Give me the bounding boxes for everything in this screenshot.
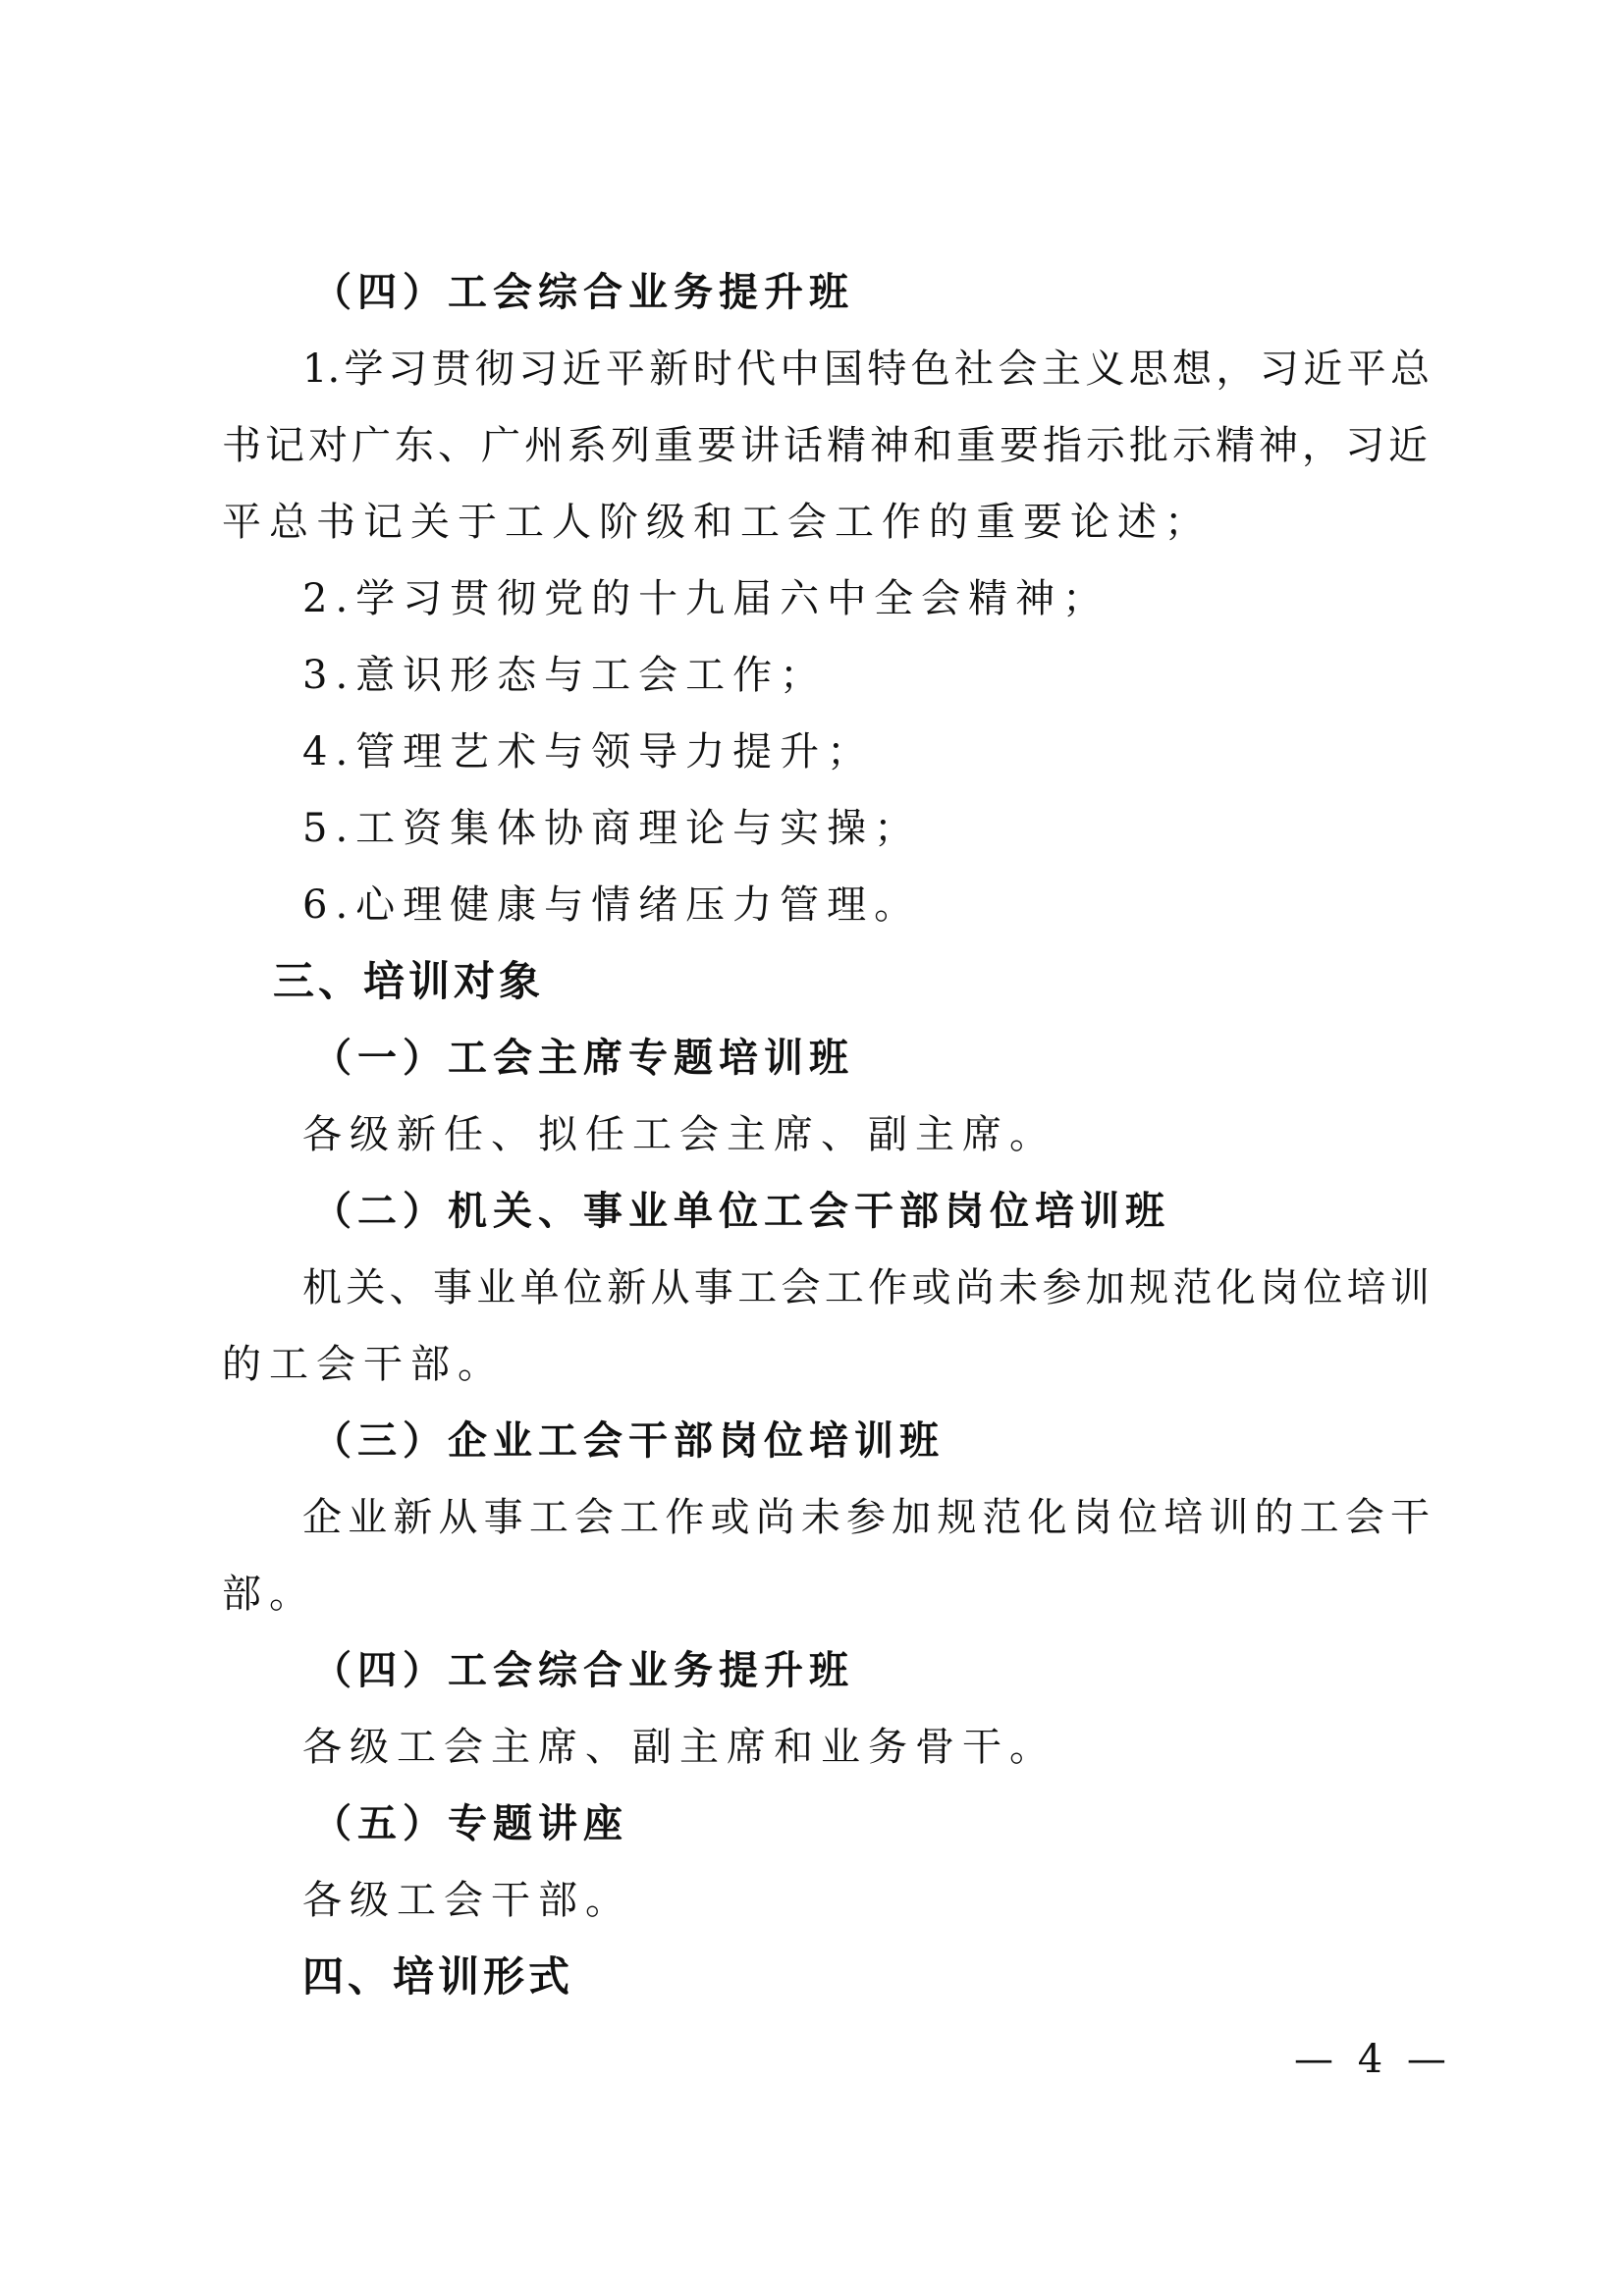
- list-item: 3.意识形态与工会工作；: [302, 653, 828, 698]
- paragraph-line: 部。: [222, 1572, 316, 1617]
- paragraph-line: 1.学习贯彻习近平新时代中国特色社会主义思想，习近平总: [302, 347, 1430, 392]
- paragraph-line: 的工会干部。: [222, 1342, 505, 1387]
- subheading-comprehensive-class: （四）工会综合业务提升班: [312, 270, 854, 315]
- paragraph-line: 平总书记关于工人阶级和工会工作的重要论述；: [222, 500, 1212, 545]
- section-heading-training-format: 四、培训形式: [302, 1952, 574, 2001]
- subheading-lectures: （五）专题讲座: [312, 1801, 628, 1846]
- subheading-institution-class: （二）机关、事业单位工会干部岗位培训班: [312, 1189, 1170, 1234]
- paragraph-line: 各级新任、拟任工会主席、副主席。: [302, 1112, 1056, 1157]
- list-item: 4.管理艺术与领导力提升；: [302, 729, 875, 774]
- paragraph-line: 书记对广东、广州系列重要讲话精神和重要指示批示精神，习近: [222, 423, 1428, 468]
- list-item: 6.心理健康与情绪压力管理。: [302, 882, 922, 928]
- page-number: — 4 —: [1294, 2037, 1452, 2082]
- paragraph-line: 企业新从事工会工作或尚未参加规范化岗位培训的工会干: [302, 1495, 1430, 1540]
- list-item: 2.学习贯彻党的十九届六中全会精神；: [302, 576, 1110, 621]
- paragraph-line: 各级工会主席、副主席和业务骨干。: [302, 1725, 1056, 1770]
- subheading-enterprise-class: （三）企业工会干部岗位培训班: [312, 1418, 945, 1464]
- section-heading-training-targets: 三、培训对象: [273, 957, 545, 1005]
- paragraph-line: 机关、事业单位新从事工会工作或尚未参加规范化岗位培训: [302, 1265, 1430, 1310]
- subheading-chairman-class: （一）工会主席专题培训班: [312, 1036, 854, 1081]
- subheading-comprehensive-class: （四）工会综合业务提升班: [312, 1648, 854, 1693]
- list-item: 5.工资集体协商理论与实操；: [302, 806, 922, 851]
- paragraph-line: 各级工会干部。: [302, 1878, 632, 1923]
